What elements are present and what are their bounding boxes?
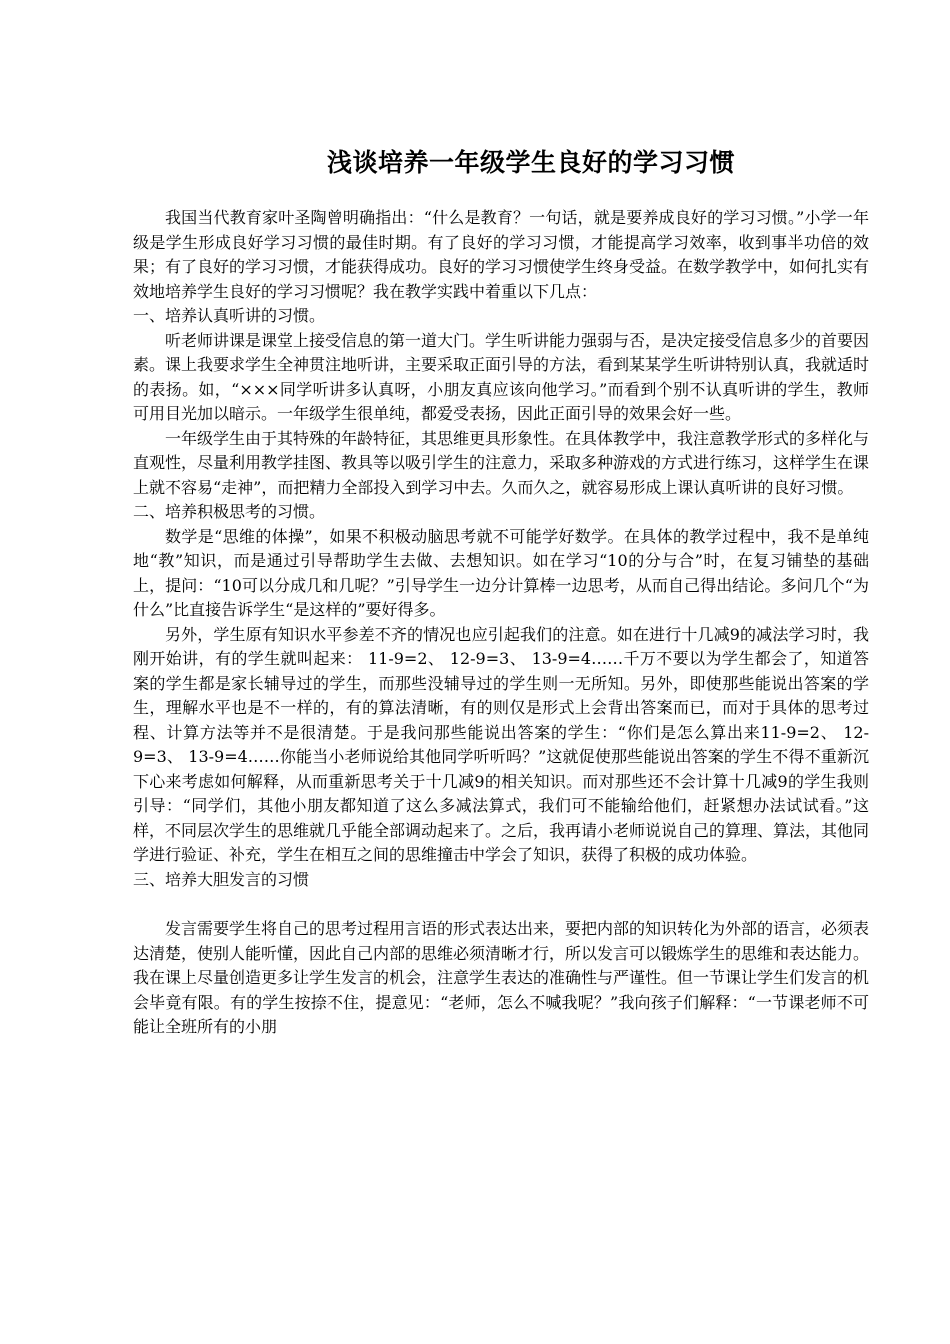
section-heading: 三、培养大胆发言的习惯 bbox=[133, 869, 310, 889]
body-paragraph: 发言需要学生将自己的思考过程用言语的形式表达出来，要把内部的知识转化为外部的语言，必须表达清楚，使别人能听懂，因此自己内部的思维必须清晰才行，所以发言可以锻炼学生的思维和表达能力。我在课上尽量创造更多让学生发言的机会，注意学生表达的准确性与严谨性。但一节课让学生们发言的机会毕竟有限。有的学生按捺不住，提意见：“老师，怎么不喊我呢？”我向孩子们解释：“一节课老师不可能让全班所有的小朋 bbox=[133, 919, 870, 1036]
body-paragraph: 一年级学生由于其特殊的年龄特征，其思维更具形象性。在具体教学中，我注意教学形式的多样化与直观性，尽量利用教学挂图、教具等以吸引学生的注意力，采取多种游戏的方式进行练习，这样学生在课上就不容易“走神”，而把精力全部投入到学习中去。久而久之，就容易形成上课认真听讲的良好习惯。 bbox=[133, 428, 870, 497]
section-heading: 一、培养认真听讲的习惯。 bbox=[133, 306, 326, 325]
paragraph-spacer bbox=[133, 892, 869, 917]
section-heading: 二、培养积极思考的习惯。 bbox=[133, 502, 326, 521]
body-paragraph: 数学是“思维的体操”，如果不积极动脑思考就不可能学好数学。在具体的教学过程中，我不是单纯地“教”知识，而是通过引导帮助学生去做、去想知识。如在学习“10的分与合”时，在复习铺垫的基础上，提问：“10可以分成几和几呢？”引导学生一边分计算棒一边思考，从而自己得出结论。多问几个“为什么”比直接告诉学生“是这样的”要好得多。 bbox=[133, 526, 869, 619]
document-body bbox=[133, 206, 869, 1040]
body-paragraph: 另外，学生原有知识水平参差不齐的情况也应引起我们的注意。如在进行十几减9的减法学习时，我刚开始讲，有的学生就叫起来： 11-9=2、 12-9=3、 13-9=4……千万不要以为学生都会了，知道答案的学生都是家长辅导过的学生，而那些没辅导过的学生则一无所知。另外，即使那些能说出答案的学生，理解水平也是不一样的，有的算法清晰，有的则仅是形式上会背出答案而已，而对于具体的思考过程、计算方法等并不是很清楚。于是我问那些能说出答案的学生：“你们是怎么算出来11-9=2、 12-9=3、 13-9=4……你能当小老师说给其他同学听听吗？”这就促使那些能说出答案的学生不得不重新沉下心来考虑如何解释，从而重新思考关于十几减9的相关知识。而对那些还不会计算十几减9的学生我则引导：“同学们，其他小朋友都知道了这么多减法算式，我们可不能输给他们，赶紧想办法试试看。”这样，不同层次学生的思维就几乎能全部调动起来了。之后，我再请小老师说说自己的算理、算法，其他同学进行验证、补充，学生在相互之间的思维撞击中学会了知识，获得了积极的成功体验。 bbox=[133, 624, 870, 864]
document-title: 浅谈培养一年级学生良好的学习习惯 bbox=[326, 148, 735, 177]
body-paragraph: 我国当代教育家叶圣陶曾明确指出：“什么是教育？一句话，就是要养成良好的学习习惯。”小学一年级是学生形成良好学习习惯的最佳时期。有了良好的学习习惯，才能提高学习效率，收到事半功倍的效果；有了良好的学习习惯，才能获得成功。良好的学习习惯使学生终身受益。在数学教学中，如何扎实有效地培养学生良好的学习习惯呢？我在教学实践中着重以下几点： bbox=[133, 208, 870, 301]
body-paragraph: 听老师讲课是课堂上接受信息的第一道大门。学生听讲能力强弱与否，是决定接受信息多少的首要因素。课上我要求学生全神贯注地听讲，主要采取正面引导的方法，看到某某学生听讲特别认真，我就适时的表扬。如，“×××同学听讲多认真呀，小朋友真应该向他学习。”而看到个别不认真听讲的学生，教师可用目光加以暗示。一年级学生很单纯，都爱受表扬，因此正面引导的效果会好一些。 bbox=[133, 330, 870, 423]
